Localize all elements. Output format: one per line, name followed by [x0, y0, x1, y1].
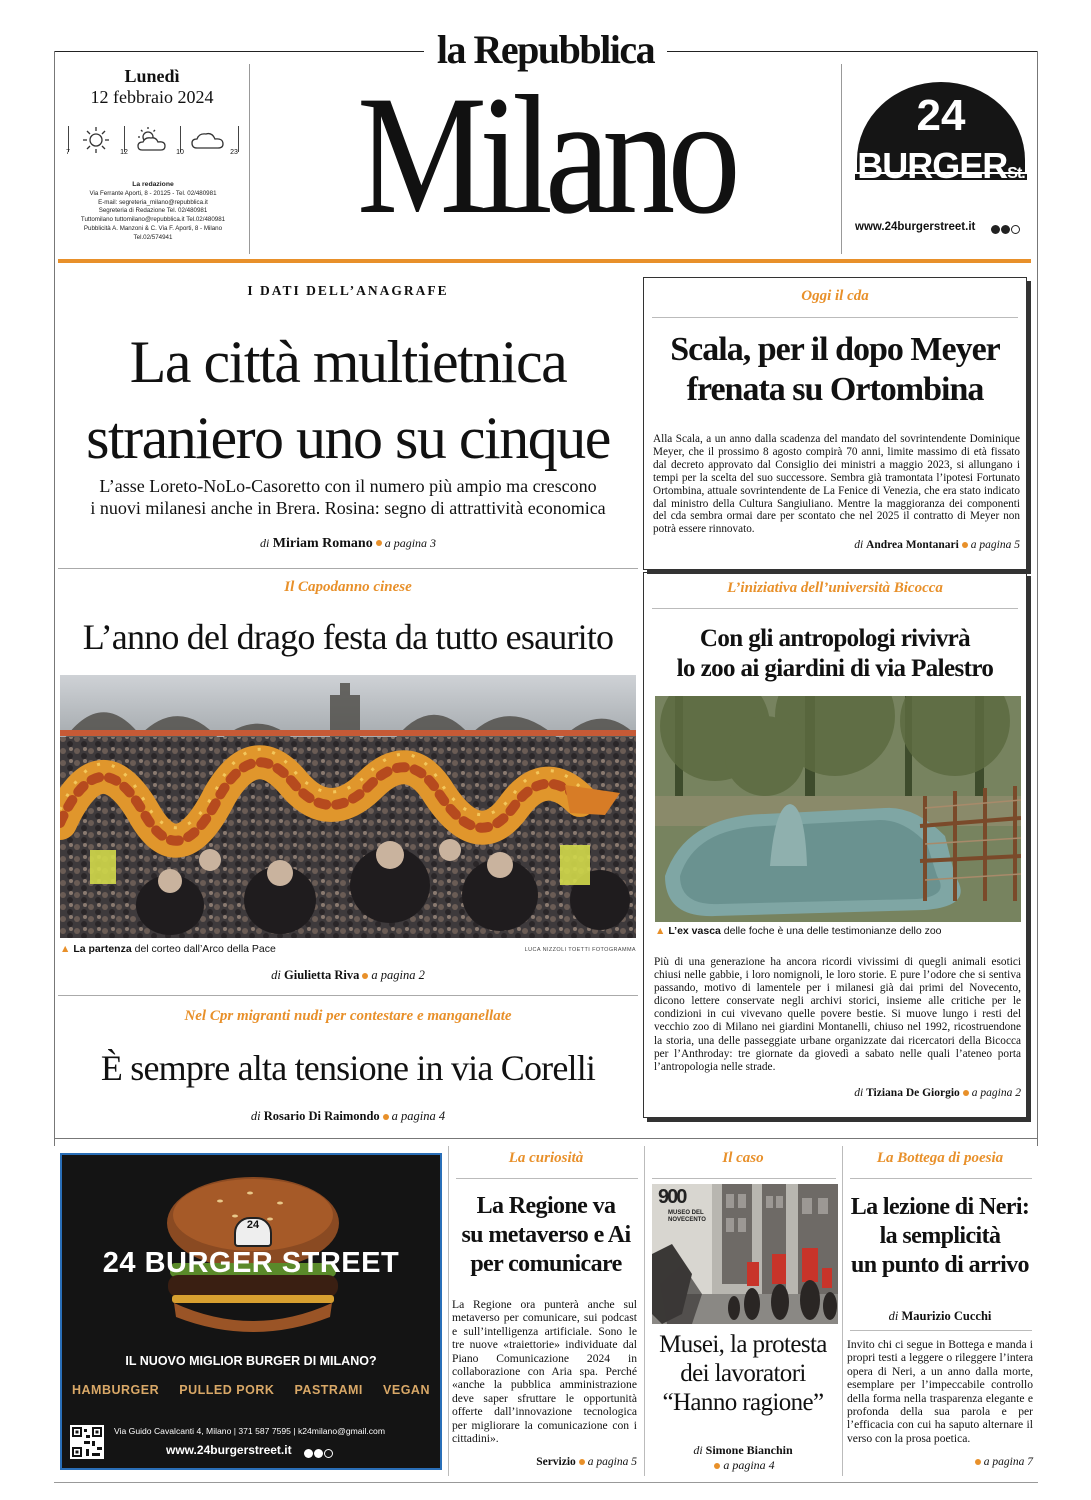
musei-byline — [646, 1443, 840, 1473]
neri-headline[interactable] — [844, 1193, 1036, 1280]
musei-photo — [652, 1184, 838, 1324]
zoo-headline-line[interactable]: Con gli antropologi rivivrà — [699, 625, 971, 652]
byline-dot — [714, 1463, 720, 1469]
byline-page[interactable]: a pagina 3 — [384, 536, 437, 550]
ad-name — [853, 146, 1029, 186]
byline-author[interactable]: Servizio — [536, 1456, 576, 1468]
byline-page[interactable]: a pagina 5 — [970, 539, 1020, 551]
scala-body: Alla Scala, a un anno dalla scadenza del mandato del sovrintendente Dominique Meyer, che il prossimo 8 agosto compirà 70 anni, limite massimo di età fissato dal decreto approvato dal Consiglio dei ministri a maggio 2023, si allungano i tempi per la scelta del suo successore. Sembra già tramontata l’ipotesi Fortunato Ortombina, attuale sovrintendente de La Fenice di Venezia, che era stato indicato dal ministro della Cultura Sangiuliano. Mentre la maggioranza dei componenti del cda sembra ormai dare per scontato che nel 2025 il contratto di Meyer non potrà essere rinnovato. — [653, 433, 1020, 536]
musei-headline-line[interactable]: “Hanno ragione” — [662, 1389, 824, 1416]
byline-dot — [376, 540, 382, 546]
dragon-byline — [58, 968, 638, 983]
byline-author[interactable]: Tiziana De Giorgio — [866, 1087, 960, 1099]
menu-item: HAMBURGER — [72, 1383, 160, 1397]
lead-headline[interactable] — [58, 324, 638, 476]
byline-dot — [362, 973, 368, 979]
museum-sign-line: MUSEO DEL — [668, 1210, 704, 1216]
weather-strip — [62, 122, 246, 162]
caption-triangle-icon: ▲ — [60, 943, 71, 955]
byline-author[interactable]: Miriam Romano — [272, 536, 373, 551]
neri-headline-line[interactable]: la semplicità — [879, 1223, 1001, 1249]
lead-kicker: I DATI DELL’ANAGRAFE — [247, 283, 449, 298]
byline-dot — [383, 1114, 389, 1120]
byline-di: di — [693, 1443, 703, 1457]
sun-icon — [80, 126, 112, 154]
corelli-headline[interactable]: È sempre alta tensione in via Corelli — [100, 1048, 596, 1088]
scala-headline-line[interactable]: Scala, per il dopo Meyer — [670, 331, 1000, 368]
weather-temp: 12 — [120, 149, 128, 156]
qr-code-icon — [70, 1425, 104, 1459]
redazione-title: La redazione — [132, 181, 174, 188]
regione-headline-line[interactable]: su metaverso e Ai — [461, 1222, 631, 1248]
regione-headline-line[interactable]: La Regione va — [476, 1193, 616, 1219]
byline-di: di — [250, 1109, 261, 1123]
bottom-ad-tagline: IL NUOVO MIGLIOR BURGER DI MILANO? — [125, 1354, 377, 1368]
caption-bold: L’ex vasca — [668, 925, 721, 937]
date-day: Lunedì — [124, 66, 180, 86]
musei-headline-line[interactable]: Musei, la protesta — [659, 1331, 827, 1358]
edition-title: Milano — [357, 61, 733, 249]
scala-headline-line[interactable]: frenata su Ortombina — [686, 371, 984, 408]
dragon-photo — [60, 675, 636, 938]
ad-suffix: St. — [1007, 165, 1025, 182]
lead-summary-line: L’asse Loreto-NoLo-Casoretto con il numero più ampio ma crescono — [99, 476, 597, 496]
brand-logo: la Repubblica — [436, 27, 655, 72]
neri-byline-page — [847, 1456, 1033, 1468]
byline-author[interactable]: Maurizio Cucchi — [901, 1309, 992, 1323]
zoo-caption — [655, 925, 1021, 937]
byline-di: di — [259, 536, 270, 550]
redazione-line: Tel.02/574941 — [133, 233, 173, 241]
social-icons — [991, 221, 1027, 233]
bottom-ad-title: 24 BURGER STREET — [102, 1247, 400, 1279]
social-icon — [991, 225, 1000, 234]
partly-cloudy-icon — [134, 126, 170, 154]
bottom-ad-url[interactable]: www.24burgerstreet.it — [166, 1443, 292, 1457]
byline-di: di — [854, 539, 864, 551]
social-icon — [314, 1449, 323, 1458]
neri-headline-line[interactable]: un punto di arrivo — [851, 1252, 1029, 1278]
redazione-line: Pubblicità A. Manzoni & C. Via F. Aporti, 8 - Milano — [83, 224, 223, 232]
byline-di: di — [854, 1087, 864, 1099]
neri-headline-line[interactable]: La lezione di Neri: — [850, 1194, 1030, 1220]
byline-page[interactable]: a pagina 2 — [371, 968, 425, 982]
regione-headline-line[interactable]: per comunicare — [470, 1251, 622, 1277]
cloud-icon — [190, 128, 226, 152]
dragon-photo-credit: LUCA NIZZOLI TOETTI FOTOGRAMMA — [524, 947, 636, 953]
byline-page[interactable]: a pagina 2 — [971, 1087, 1021, 1099]
musei-headline-line[interactable]: dei lavoratori — [680, 1360, 806, 1387]
caption-text: del corteo dall’Arco della Pace — [131, 943, 276, 955]
byline-page[interactable]: a pagina 4 — [391, 1109, 446, 1123]
corelli-byline — [58, 1109, 638, 1124]
byline-author[interactable]: Giulietta Riva — [284, 968, 360, 982]
museum-sign-line: NOVECENTO — [668, 1217, 706, 1223]
caption-triangle-icon: ▲ — [655, 925, 666, 937]
dragon-headline[interactable]: L’anno del drago festa da tutto esaurito — [82, 617, 614, 657]
menu-item: VEGAN — [383, 1383, 430, 1397]
redazione-box — [58, 181, 248, 243]
scala-byline — [653, 539, 1020, 551]
museum-sign-number: 900 — [658, 1186, 686, 1208]
byline-dot — [962, 542, 968, 548]
social-icon — [304, 1449, 313, 1458]
lead-summary-line: i nuovi milanesi anche in Brera. Rosina: segno di attrattività economica — [90, 498, 606, 518]
lead-summary — [58, 475, 638, 519]
regione-byline — [452, 1456, 637, 1468]
regione-kicker: La curiosità — [508, 1150, 584, 1166]
neri-body: Invito chi ci segue in Bottega e manda i propri testi a leggere o rileggere l’intera opera di Neri, a un anno dalla morte, esemplare per l’impeccabile controllo della forma nella trasparenza elegante e profonda della sua parola e per l’efficacia con cui ha saputo alternare il verso con la prosa poetica. — [847, 1338, 1033, 1445]
neri-kicker: La Bottega di poesia — [876, 1150, 1004, 1166]
lead-headline-line[interactable]: straniero uno su cinque — [86, 405, 610, 471]
zoo-body: Più di una generazione ha ancora ricordi vivissimi di quegli animali esotici chiusi nelle gabbie, i loro nomignoli, le loro storie. E pure l’odore che si sentiva passando, motivo di lamentele per i milanesi già dai primi del Novecento, dicono lettere conservate negli archivi storici, insieme alle critiche per le condizioni in cui vivevano quelle povere bestie. Si muove lungo i resti del vecchio zoo di Milano nei giardini Montanelli, chiuso nel 1992, ricostruendone la storia, una delle passeggiate urbane organizzate dai ricercatori della Bicocca per l’Anthroday: tre giornate da giovedì a sabato nelle quali l’ateneo porta l’antropologia nelle strade. — [654, 956, 1021, 1073]
scala-kicker: Oggi il cda — [801, 288, 869, 304]
zoo-headline[interactable] — [645, 624, 1025, 684]
scala-headline[interactable] — [645, 330, 1025, 410]
regione-headline[interactable] — [450, 1192, 642, 1279]
social-icons — [304, 1445, 344, 1457]
byline-page[interactable]: a pagina 4 — [723, 1458, 775, 1472]
caption-bold: La partenza — [73, 943, 132, 955]
byline-author[interactable]: Andrea Montanari — [866, 539, 959, 551]
musei-headline[interactable] — [646, 1330, 840, 1417]
date-full: 12 febbraio 2024 — [90, 87, 214, 107]
orange-rule — [58, 259, 1031, 263]
social-icon — [324, 1449, 333, 1458]
zoo-photo — [655, 696, 1021, 922]
weather-temp: 7 — [66, 149, 70, 156]
caption-text: delle foche è una delle testimonianze dello zoo — [720, 925, 942, 937]
byline-page[interactable]: a pagina 7 — [983, 1456, 1033, 1468]
zoo-headline-line[interactable]: lo zoo ai giardini di via Palestro — [676, 655, 994, 682]
byline-author[interactable]: Simone Bianchin — [705, 1443, 793, 1457]
musei-kicker: Il caso — [722, 1150, 764, 1166]
menu-item: PULLED PORK — [179, 1383, 275, 1397]
weather-temp: 23 — [230, 149, 238, 156]
weather-temp: 10 — [176, 149, 184, 156]
redazione-line: E-mail: segreteria_milano@repubblica.it — [98, 198, 208, 206]
bottom-ad-items — [72, 1383, 430, 1397]
zoo-kicker: L’iniziativa dell’università Bicocca — [727, 580, 943, 596]
byline-dot — [963, 1090, 969, 1096]
byline-di: di — [888, 1309, 899, 1323]
social-icon — [1011, 225, 1020, 234]
redazione-line: Tuttomilano tuttomilano@repubblica.it Tel.02/480981 — [80, 216, 226, 224]
ad-number: 24 — [916, 91, 966, 140]
byline-page[interactable]: a pagina 5 — [587, 1456, 637, 1468]
bottom-ad-address: Via Guido Cavalcanti 4, Milano | 371 587 7595 | k24milano@gmail.com — [114, 1426, 385, 1436]
ad-badge-number: 24 — [246, 1219, 260, 1231]
zoo-byline — [654, 1087, 1021, 1099]
byline-dot — [975, 1459, 981, 1465]
dragon-caption — [60, 943, 480, 955]
header-ad[interactable] — [843, 64, 1035, 254]
regione-body: La Regione ora punterà anche sul metaverso per comunicare, sui podcast e sull’intelligenza artificiale. Sono le tre nuove «traiettorie» individuate dal Piano Comunicazione 2024 in collaborazione con Aria spa. Perché «anche la pubblica amministrazione deve saper sfruttare le opportunità offerte dall’innovazione tecnologica per migliorare la comunicazione con i cittadini». — [452, 1298, 637, 1446]
ad-name-text: BURGER — [857, 145, 1008, 186]
dragon-kicker: Il Capodanno cinese — [284, 579, 412, 595]
byline-author[interactable]: Rosario Di Raimondo — [263, 1109, 380, 1123]
byline-dot — [579, 1459, 585, 1465]
ad-url[interactable]: www.24burgerstreet.it — [855, 221, 976, 233]
byline-di: di — [271, 968, 281, 982]
bottom-ad[interactable] — [60, 1153, 442, 1470]
neri-byline — [844, 1309, 1036, 1324]
redazione-line: Segreteria di Redazione Tel. 02/480981 — [98, 207, 208, 215]
lead-headline-line[interactable]: La città multietnica — [129, 329, 567, 395]
lead-byline — [58, 536, 638, 552]
menu-item: PASTRAMI — [294, 1383, 363, 1397]
corelli-kicker: Nel Cpr migranti nudi per contestare e manganellate — [184, 1008, 512, 1024]
social-icon — [1001, 225, 1010, 234]
redazione-line: Via Ferrante Aporti, 8 - 20125 - Tel. 02/480981 — [89, 189, 217, 197]
